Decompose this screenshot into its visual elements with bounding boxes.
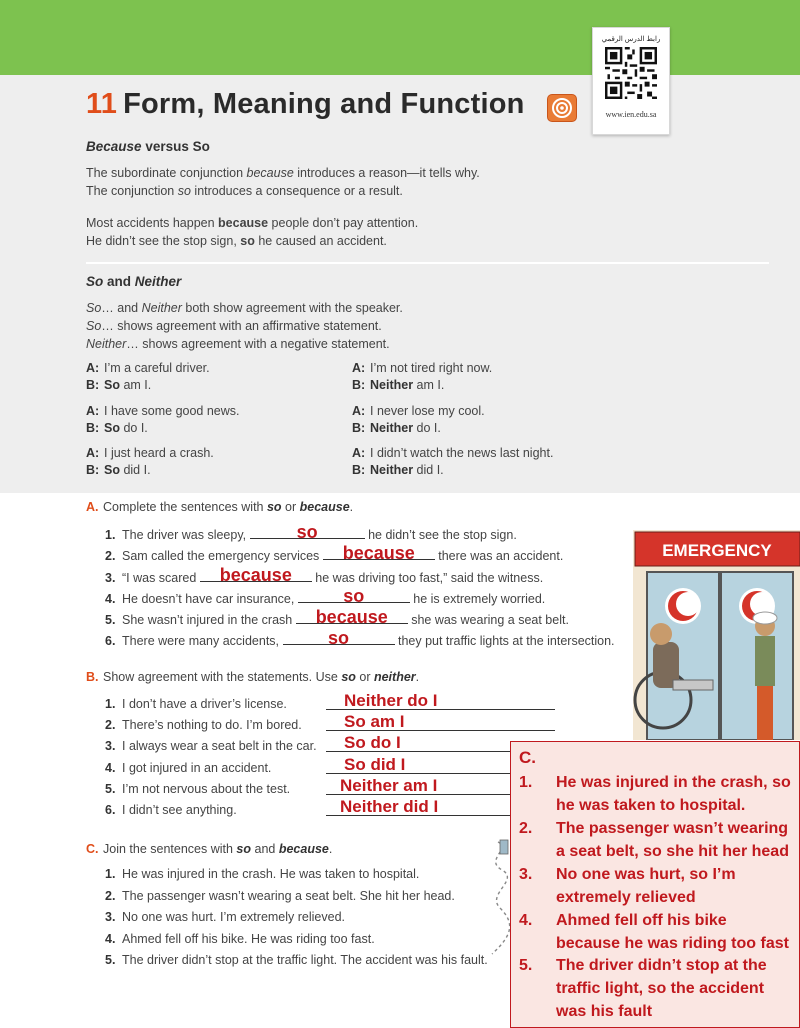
answer-field-a1[interactable]: so — [250, 524, 365, 539]
answer-box-title: C. — [519, 748, 536, 767]
exercise-a-item-5: 5. She wasn’t injured in the crash because she was wearing a seat belt. — [105, 607, 569, 627]
exercise-b-item-5: 5. I’m not nervous about the test. — [105, 782, 291, 796]
so-neither-rule-1: So… and Neither both show agreement with the speaker. — [86, 301, 403, 315]
emergency-illustration — [633, 530, 800, 740]
so-neither-heading: So and Neither — [86, 274, 182, 289]
answer-field-a2[interactable]: because — [323, 545, 435, 560]
answer-c-1: 1. He was injured in the crash, so he was taken to hospital. — [519, 774, 791, 814]
answer-c-5: 5. The driver didn’t stop at the traffic light, so the accident was his fault — [519, 957, 767, 1020]
because-so-heading — [86, 139, 210, 154]
answer-box-c — [510, 741, 800, 1028]
lesson-number: 11 — [86, 88, 118, 120]
rule-because: The subordinate conjunction because introduces a reason—it tells why. — [86, 166, 480, 180]
heading-because: Because — [86, 139, 142, 154]
qr-caption: رابط الدرس الرقمي — [601, 36, 661, 43]
answer-field-a6[interactable]: so — [283, 630, 395, 645]
dialog-6: A: I didn’t watch the news last night. B: Neither did I. — [352, 446, 554, 477]
exercise-a-instruction: A. Complete the sentences with so or because. — [86, 500, 354, 514]
lesson-title: Form, Meaning and Function — [123, 88, 525, 120]
answer-b2: So am I — [344, 712, 405, 731]
exercise-c-item-1: 1. He was injured in the crash. He was taken to hospital. — [105, 867, 420, 881]
page-title — [86, 88, 525, 121]
exercise-b-item-6: 6. I didn’t see anything. — [105, 803, 237, 817]
exercise-b-item-3: 3. I always wear a seat belt in the car. — [105, 739, 317, 753]
exercise-c-instruction: C. Join the sentences with so and because. — [86, 842, 333, 856]
exercise-a-item-6: 6. There were many accidents, so they put traffic lights at the intersection. — [105, 628, 615, 648]
qr-code-icon — [605, 47, 657, 99]
so-neither-rule-3: Neither… shows agreement with a negative statement. — [86, 337, 390, 351]
exercise-c-item-5: 5. The driver didn’t stop at the traffic light. The accident was his fault. — [105, 953, 488, 967]
qr-card[interactable] — [592, 27, 670, 135]
answer-b5: Neither am I — [340, 776, 438, 795]
answer-field-a3[interactable]: because — [200, 567, 312, 582]
example-so: He didn’t see the stop sign, so he caused an accident. — [86, 234, 387, 248]
dialog-2: A: I’m not tired right now. B: Neither am I. — [352, 361, 493, 392]
dialog-1: A: I’m a careful driver. B: So am I. — [86, 361, 210, 392]
dialog-3: A: I have some good news. B: So do I. — [86, 404, 240, 435]
exercise-b-instruction: B. Show agreement with the statements. Use so or neither. — [86, 670, 420, 684]
answer-field-a5[interactable]: because — [296, 609, 408, 624]
exercise-a-item-1: 1. The driver was sleepy, so he didn’t see the stop sign. — [105, 522, 517, 542]
answer-c-2: 2. The passenger wasn’t wearing a seat belt, so she hit her head — [519, 820, 789, 860]
answer-c-3: 3. No one was hurt, so I’m extremely relieved — [519, 866, 736, 906]
emergency-sign: EMERGENCY — [662, 541, 772, 560]
rule-so: The conjunction so introduces a consequence or a result. — [86, 184, 403, 198]
qr-url: www.ien.edu.sa — [605, 110, 657, 119]
audio-icon[interactable] — [548, 95, 576, 121]
answer-field-a4[interactable]: so — [298, 588, 410, 603]
section-divider — [86, 262, 769, 264]
answer-b3: So do I — [344, 733, 401, 752]
exercise-b-item-2: 2. There’s nothing to do. I’m bored. — [105, 718, 302, 732]
dialog-5: A: I just heard a crash. B: So did I. — [86, 446, 214, 477]
exercise-b-item-4: 4. I got injured in an accident. — [105, 761, 272, 775]
answer-b6: Neither did I — [340, 797, 439, 816]
exercise-c-item-3: 3. No one was hurt. I’m extremely relieved. — [105, 910, 346, 924]
header-band — [0, 0, 800, 75]
answer-b4: So did I — [344, 755, 406, 774]
so-neither-rule-2: So… shows agreement with an affirmative statement. — [86, 319, 382, 333]
exercise-a-item-2: 2. Sam called the emergency services because there was an accident. — [105, 543, 564, 563]
exercise-b-item-1: 1. I don’t have a driver’s license. — [105, 697, 287, 711]
exercise-a-item-3: 3. “I was scared because he was driving too fast,” said the witness. — [105, 565, 544, 585]
exercise-c-item-2: 2. The passenger wasn’t wearing a seat belt. She hit her head. — [105, 889, 455, 903]
answer-c-4: 4. Ahmed fell off his bike because he was riding too fast — [519, 912, 789, 952]
exercise-a-item-4: 4. He doesn’t have car insurance, so he is extremely worried. — [105, 586, 546, 606]
heading-rest: versus So — [145, 139, 210, 154]
answer-b1: Neither do I — [344, 691, 438, 710]
dialog-4: A: I never lose my cool. B: Neither do I. — [352, 404, 485, 435]
exercise-c-item-4: 4. Ahmed fell off his bike. He was riding too fast. — [105, 932, 375, 946]
example-because: Most accidents happen because people don’t pay attention. — [86, 216, 419, 230]
